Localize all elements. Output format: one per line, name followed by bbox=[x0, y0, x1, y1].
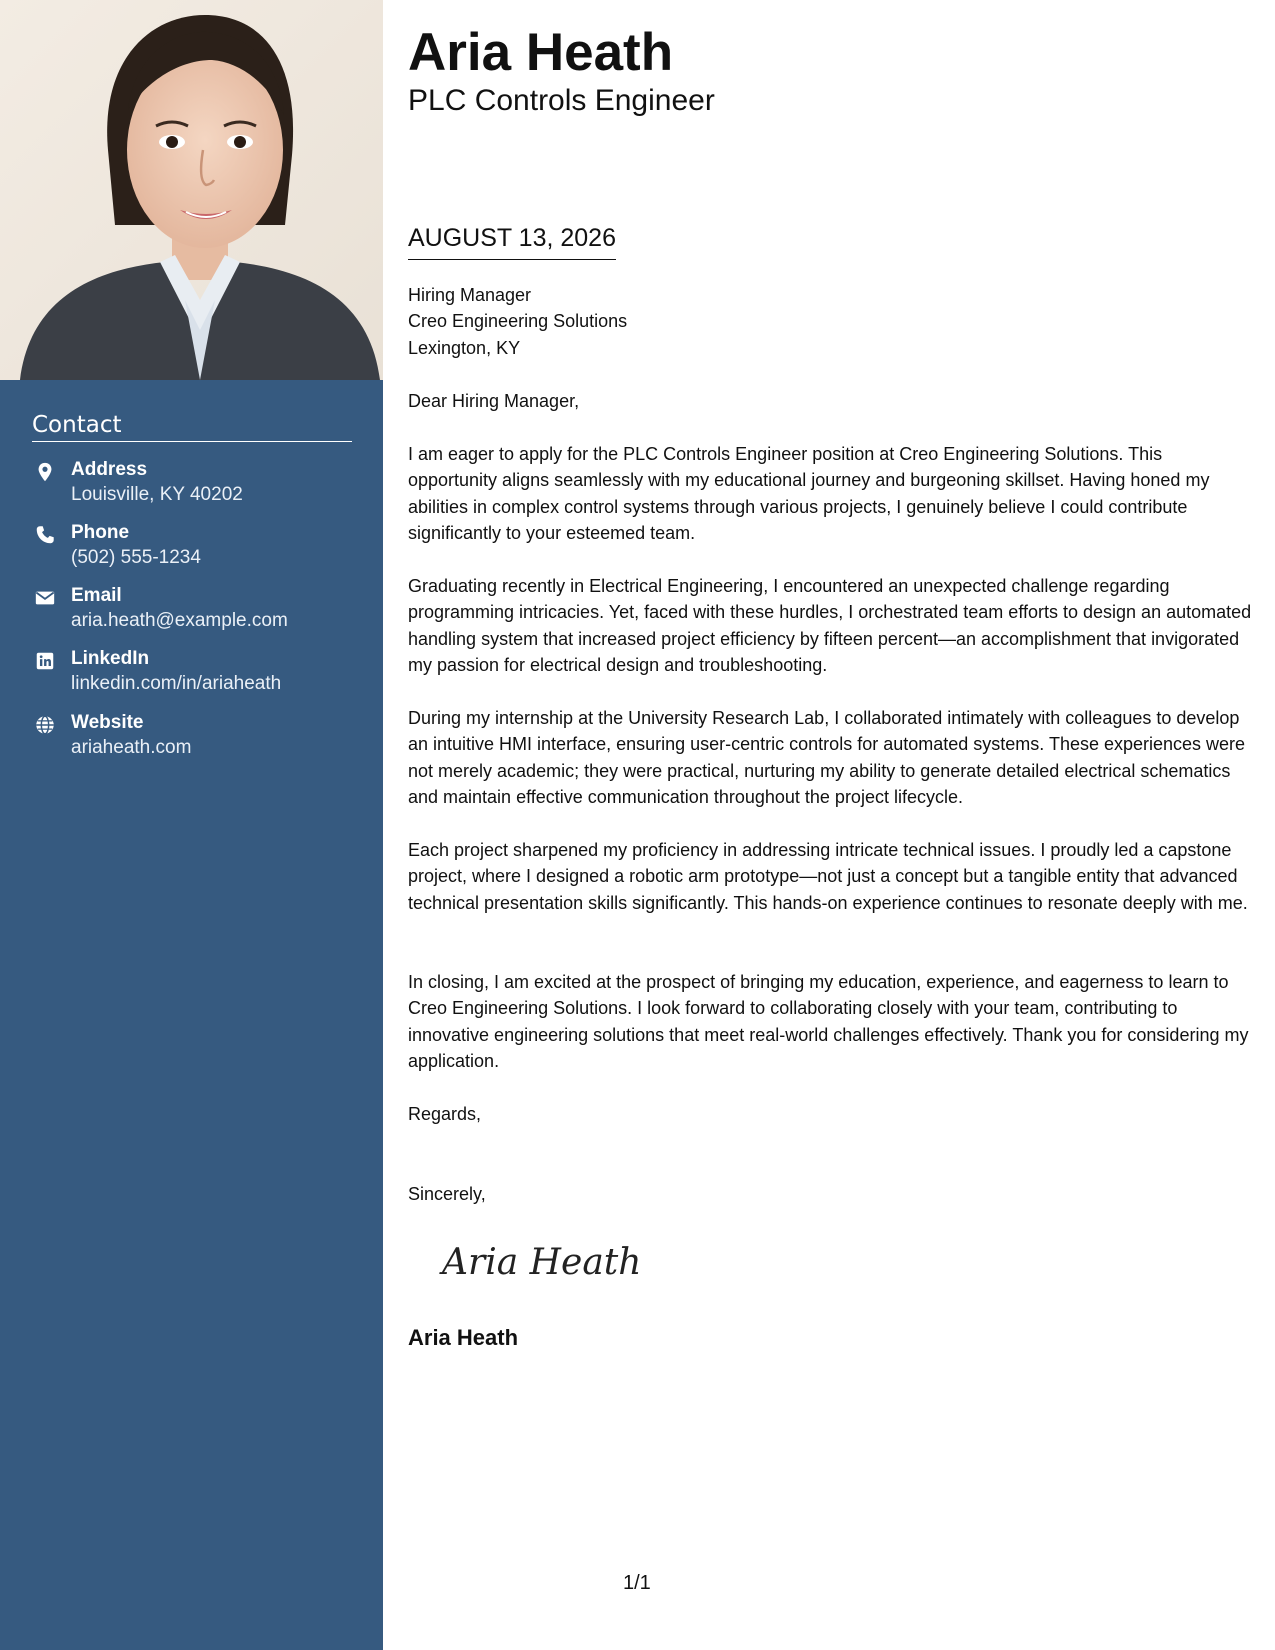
contact-linkedin bbox=[32, 648, 362, 704]
phone-icon bbox=[34, 524, 56, 546]
contact-heading: Contact bbox=[32, 412, 352, 442]
sidebar bbox=[0, 0, 383, 1650]
contact-email bbox=[32, 585, 362, 641]
page-number: 1/1 bbox=[623, 1572, 651, 1594]
job-title: PLC Controls Engineer bbox=[408, 84, 715, 117]
email-value[interactable]: aria.heath@example.com bbox=[71, 610, 288, 631]
globe-icon bbox=[34, 714, 56, 736]
contact-address bbox=[32, 459, 362, 515]
signed-name: Aria Heath bbox=[408, 1325, 519, 1350]
linkedin-icon bbox=[34, 650, 56, 672]
letter-date: AUGUST 13, 2026 bbox=[408, 224, 616, 260]
recipient-line: Hiring Manager bbox=[408, 285, 532, 305]
linkedin-value[interactable]: linkedin.com/in/ariaheath bbox=[71, 673, 282, 694]
sincerely: Sincerely, bbox=[408, 1184, 486, 1204]
applicant-name: Aria Heath bbox=[408, 23, 674, 82]
contact-phone bbox=[32, 522, 362, 578]
paragraph: In closing, I am excited at the prospect of bringing my education, experience, and eagerness to learn to Creo Engineering Solutions. I look forward to collaborating closely with your team, contributing to innovative engineering solutions that meet real-world challenges effectively. Thank you for considering my application. bbox=[408, 972, 1249, 1071]
contact-label: Address bbox=[71, 459, 148, 480]
contact-website bbox=[32, 712, 362, 768]
map-pin-icon bbox=[34, 461, 56, 483]
contact-label: Phone bbox=[71, 522, 130, 543]
recipient-block bbox=[408, 282, 1228, 361]
contact-label: Website bbox=[71, 712, 144, 733]
handwritten-signature bbox=[438, 1232, 668, 1292]
website-value[interactable]: ariaheath.com bbox=[71, 737, 192, 758]
paragraph: Each project sharpened my proficiency in addressing intricate technical issues. I proudly led a capstone project, where I designed a robotic arm prototype—not just a concept but a tangible entity that advanced technical presentation skills significantly. This hands-on experience continues to resonate deeply with me. bbox=[408, 840, 1248, 913]
contact-label: LinkedIn bbox=[71, 648, 150, 669]
paragraph: Graduating recently in Electrical Engineering, I encountered an unexpected challenge regarding programming intricacies. Yet, faced with these hurdles, I orchestrated team efforts to design an automated handling system that increased project efficiency by fifteen percent—an accomplishment that invigorated my passion for electrical design and troubleshooting. bbox=[408, 576, 1252, 675]
recipient-line: Lexington, KY bbox=[408, 337, 521, 358]
svg-text:Aria Heath: Aria Heath bbox=[442, 1242, 642, 1283]
recipient-line: Creo Engineering Solutions bbox=[408, 311, 628, 332]
phone-value: (502) 555-1234 bbox=[71, 547, 201, 568]
regards: Regards, bbox=[408, 1104, 482, 1124]
address-value: Louisville, KY 40202 bbox=[71, 484, 243, 505]
salutation: Dear Hiring Manager, bbox=[408, 391, 580, 411]
contact-label: Email bbox=[71, 585, 122, 606]
paragraph: I am eager to apply for the PLC Controls Engineer position at Creo Engineering Solutions. This opportunity aligns seamlessly with my educational journey and burgeoning skillset. Having honed my abilities in complex control systems through various projects, I genuinely believe I could contribute significantly to your esteemed team. bbox=[408, 444, 1210, 543]
paragraph: During my internship at the University Research Lab, I collaborated intimately with colleagues to develop an intuitive HMI interface, ensuring user-centric controls for automated systems. These experiences were not merely academic; they were practical, nurturing my ability to generate detailed electrical schematics and maintain effective communication throughout the project lifecycle. bbox=[408, 708, 1246, 807]
profile-photo bbox=[0, 0, 383, 380]
envelope-icon bbox=[34, 587, 56, 609]
